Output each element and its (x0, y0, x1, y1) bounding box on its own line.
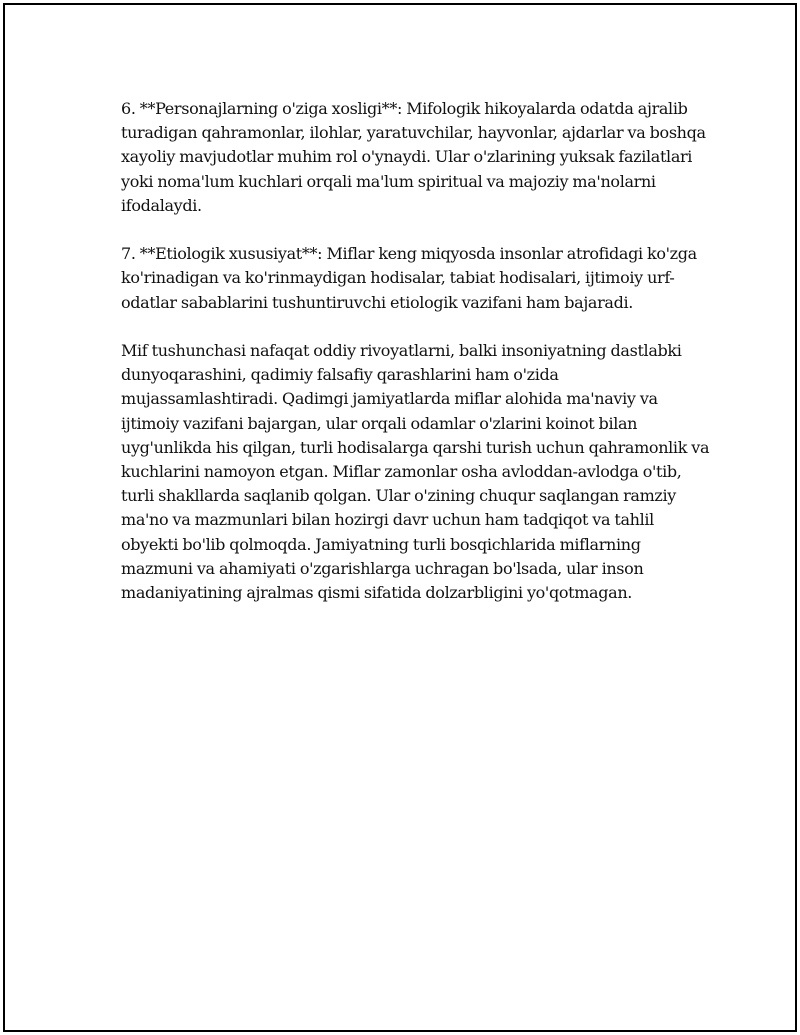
text-line: uyg'unlikda his qilgan, turli hodisalarga qarshi turish uchun qahramonlik va (121, 437, 710, 457)
text-line: odatlar sabablarini tushuntiruvchi etiologik vazifani ham bajaradi. (121, 292, 634, 312)
text-line: madaniyatining ajralmas qismi sifatida dolzarbligini yo'qotmagan. (121, 583, 633, 603)
text-line: 7. **Etiologik xususiyat**: Miflar keng miqyosda insonlar atrofidagi ko'zga (121, 244, 697, 264)
page-frame (3, 3, 797, 1032)
text-line: ifodalaydi. (121, 195, 202, 215)
text-line: xayoliy mavjudotlar muhim rol o'ynaydi. Ular o'zlarining yuksak fazilatlari (121, 147, 693, 167)
text-line: dunyoqarashini, qadimiy falsafiy qarashlarini ham o'zida (121, 365, 559, 385)
document-body (121, 97, 710, 629)
text-line: ijtimoiy vazifani bajargan, ular orqali odamlar o'zlarini koinot bilan (121, 413, 638, 433)
text-line: 6. **Personajlarning o'ziga xosligi**: Mifologik hikoyalarda odatda ajralib (121, 99, 688, 118)
paragraph-etiologik (121, 242, 701, 315)
text-line: mujassamlashtiradi. Qadimgi jamiyatlarda miflar alohida ma'naviy va (121, 389, 658, 409)
text-line: ma'no va mazmunlari bilan hozirgi davr uchun ham tadqiqot va tahlil (121, 510, 654, 530)
text-line: kuchlarini namoyon etgan. Miflar zamonlar osha avloddan-avlodga o'tib, (121, 462, 682, 482)
text-line: mazmuni va ahamiyati o'zgarishlarga uchragan bo'lsada, ular inson (121, 558, 644, 578)
text-line: turadigan qahramonlar, ilohlar, yaratuvchilar, hayvonlar, ajdarlar va boshqa (121, 123, 706, 143)
text-line: turli shakllarda saqlanib qolgan. Ular o'zining chuqur saqlangan ramziy (121, 486, 676, 506)
paragraph-personajlar (121, 97, 706, 218)
text-line: Mif tushunchasi nafaqat oddiy rivoyatlarni, balki insoniyatning dastlabki (121, 341, 682, 360)
text-line: yoki noma'lum kuchlari orqali ma'lum spiritual va majoziy ma'nolarni (121, 171, 656, 191)
text-line: ko'rinadigan va ko'rinmaydigan hodisalar, tabiat hodisalari, ijtimoiy urf- (121, 268, 675, 288)
paragraph-mif-tushunchasi (121, 339, 710, 605)
text-line: obyekti bo'lib qolmoqda. Jamiyatning turli bosqichlarida miflarning (121, 534, 641, 554)
